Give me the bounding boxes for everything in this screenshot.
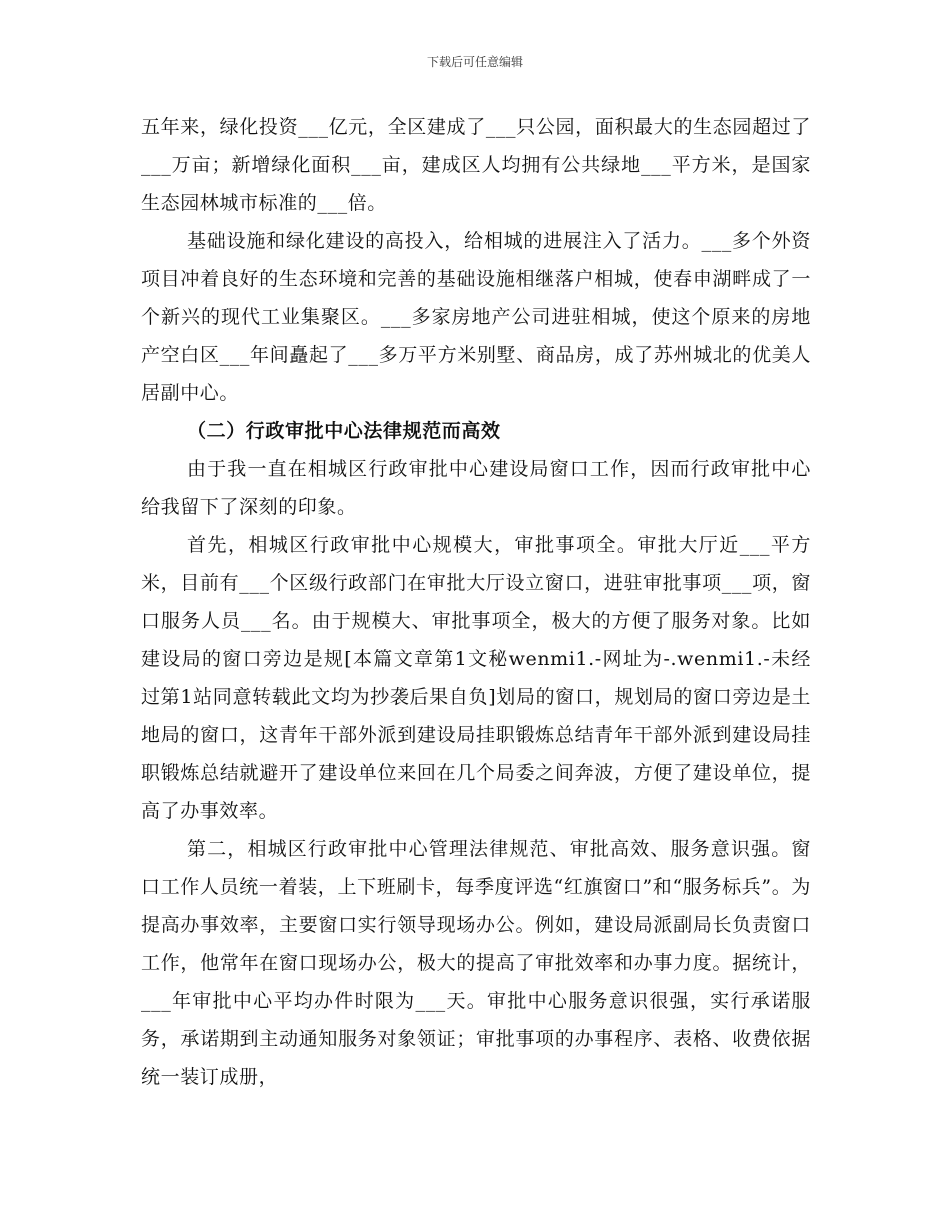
section-heading: （二）行政审批中心法律规范而高效	[187, 420, 501, 442]
paragraph-scale: 首先，相城区行政审批中心规模大，审批事项全。审批大厅近___平方米，目前有___个区级行政部门在审批大厅设立窗口，进驻审批事项___项，窗口服务人员___名。由于规模大、审批事项全，极大的方便了服务对象。比如建设局的窗口旁边是规[本篇文章第1文秘wenmi1.-网址为-.wenmi1.-未经过第1站同意转载此文均为抄袭后果自负]划局的窗口，规划局的窗口旁边是土地局的窗口，这青年干部外派到建设局挂职锻炼总结青年干部外派到建设局挂职锻炼总结就避开了建设单位来回在几个局委之间奔波，方便了建设单位，提高了办事效率。	[141, 534, 811, 822]
document-body	[141, 108, 811, 1096]
page-header-note: 下载后可任意编辑	[426, 55, 523, 69]
paragraph-infrastructure: 基础设施和绿化建设的高投入，给相城的进展注入了活力。___多个外资项目冲着良好的生态环境和完善的基础设施相继落户相城，使春申湖畔成了一个新兴的现代工业集聚区。___多家房地产公司进驻相城，使这个原来的房地产空白区___年间矗起了___多万平方米别墅、商品房，成了苏州城北的优美人居副中心。	[141, 230, 811, 404]
paragraph-work-intro: 由于我一直在相城区行政审批中心建设局窗口工作，因而行政审批中心给我留下了深刻的印象。	[141, 458, 811, 518]
paragraph-management: 第二，相城区行政审批中心管理法律规范、审批高效、服务意识强。窗口工作人员统一着装，上下班刷卡，每季度评选“红旗窗口”和“服务标兵”。为提高办事效率，主要窗口实行领导现场办公。例如，建设局派副局长负责窗口工作，他常年在窗口现场办公，极大的提高了审批效率和办事力度。据统计，___年审批中心平均办件时限为___天。审批中心服务意识很强，实行承诺服务，承诺期到主动通知服务对象领证；审批事项的办事程序、表格、收费依据统一装订成册，	[141, 838, 811, 1088]
paragraph-greening-investment: 五年来，绿化投资___亿元，全区建成了___只公园，面积最大的生态园超过了___万亩；新增绿化面积___亩，建成区人均拥有公共绿地___平方米，是国家生态园林城市标准的___倍。	[141, 116, 811, 214]
